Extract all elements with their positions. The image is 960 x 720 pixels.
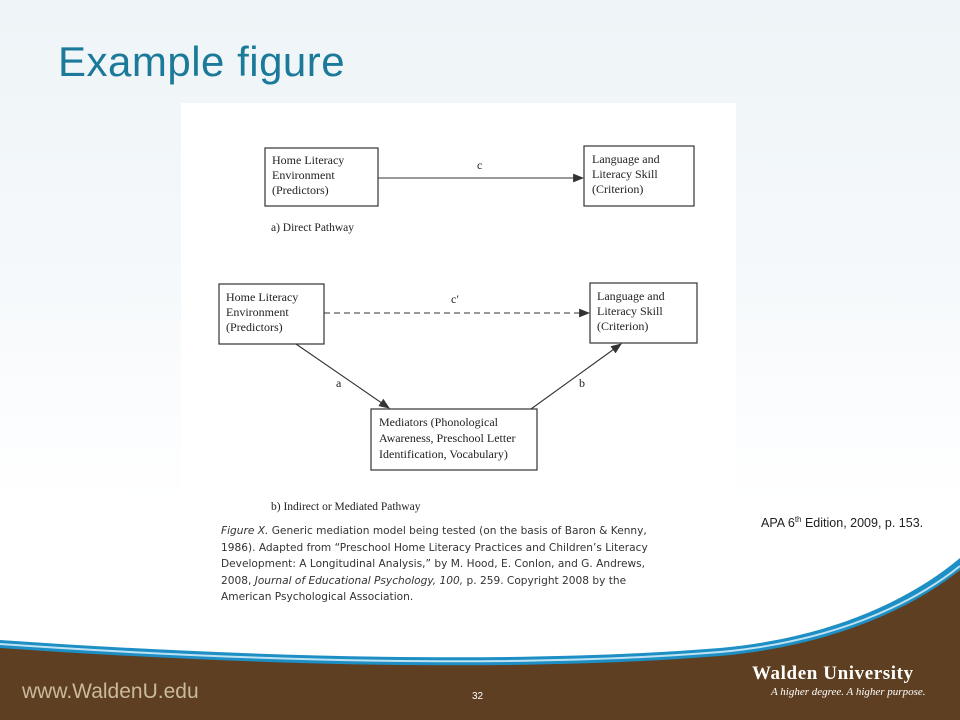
mediated-predictor-line-1: Home Literacy (226, 290, 299, 304)
direct-pathway-label: a) Direct Pathway (271, 222, 355, 234)
mediated-criterion-line-2: Literacy Skill (597, 304, 663, 318)
caption-text: 2008, (221, 574, 255, 587)
path-a-label: a (336, 376, 342, 390)
slide-title: Example figure (58, 38, 346, 85)
caption-text: 1986). Adapted from “Preschool Home Literacy Practices and Children’s Literacy (221, 541, 648, 554)
caption-text: American Psychological Association. (221, 591, 414, 604)
caption-text: p. 259. Copyright 2008 by the (463, 574, 627, 587)
caption-figure-label: Figure X. (221, 525, 269, 537)
citation-sup: th (794, 515, 802, 524)
path-b-arrow (531, 344, 621, 409)
mediated-predictor-line-3: (Predictors) (226, 320, 283, 334)
caption-line-1 (221, 523, 716, 540)
mediator-line-3: Identification, Vocabulary) (379, 447, 508, 461)
citation-before: APA 6 (761, 516, 795, 531)
mediated-criterion-line-1: Language and (597, 289, 665, 303)
mediated-predictor-line-2: Environment (226, 305, 289, 319)
path-c-label: c (477, 158, 483, 172)
footer-url: www.WaldenU.edu (22, 680, 199, 703)
citation-after: Edition, 2009, p. 153. (801, 516, 924, 531)
path-b-label: b (579, 376, 585, 390)
mediated-pathway-label: b) Indirect or Mediated Pathway (271, 501, 421, 513)
direct-criterion-line-2: Literacy Skill (592, 167, 658, 181)
walden-logo-tagline: A higher degree. A higher purpose. (771, 686, 926, 698)
direct-predictor-line-1: Home Literacy (272, 153, 345, 167)
mediator-line-2: Awareness, Preschool Letter (379, 431, 516, 445)
walden-logo-name: Walden University (752, 663, 914, 684)
page-number: 32 (472, 691, 484, 702)
caption-journal: Journal of Educational Psychology, 100, (254, 574, 464, 587)
path-c-prime-label: c′ (451, 292, 459, 306)
direct-criterion-line-3: (Criterion) (592, 182, 644, 196)
caption-text: Generic mediation model being tested (on the basis of Baron & Kenny, (268, 525, 647, 537)
caption-text: Development: A Longitudinal Analysis,” by M. Hood, E. Conlon, and G. Andrews, (221, 558, 646, 571)
mediated-criterion-line-3: (Criterion) (597, 319, 649, 333)
apa-citation (761, 515, 923, 530)
path-a-arrow (296, 344, 389, 408)
mediator-line-1: Mediators (Phonological (379, 415, 498, 429)
direct-predictor-line-3: (Predictors) (272, 183, 329, 197)
direct-criterion-line-1: Language and (592, 152, 660, 166)
direct-predictor-line-2: Environment (272, 168, 335, 182)
